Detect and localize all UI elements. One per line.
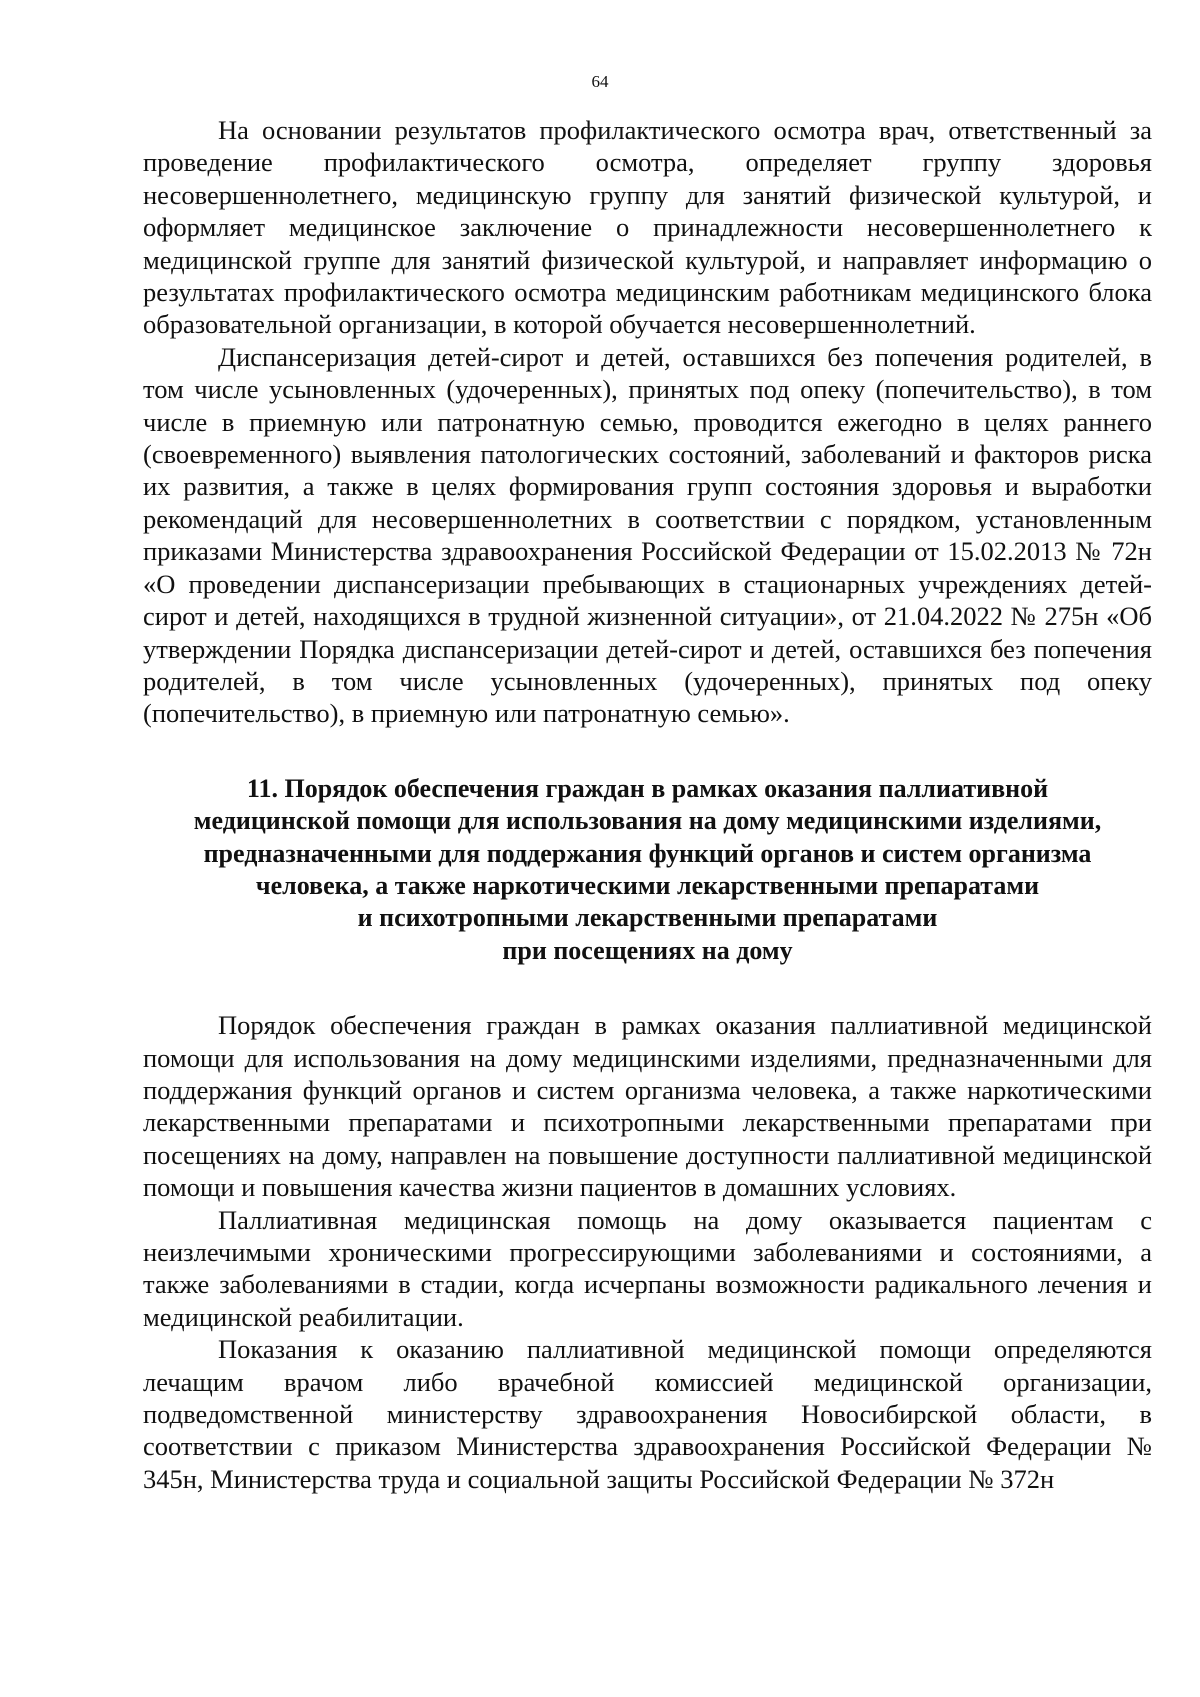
- paragraph-orphan-dispensary: Диспансеризация детей-сирот и детей, оставшихся без попечения родителей, в том числе усыновленных (удочеренных), принятых под опеку (попечительство), в том числе в приемную или патронатную семью, проводится ежегодно в целях раннего (своевременного) выявления патологических состояний, заболеваний и факторов риска их развития, а также в целях формирования групп состояния здоровья и выработки рекомендаций для несовершеннолетних в соответствии с порядком, установленным приказами Министерства здравоохранения Российской Федерации от 15.02.2013 № 72н «О проведении диспансеризации пребывающих в стационарных учреждениях детей-сирот и детей, находящихся в трудной жизненной ситуации», от 21.04.2022 № 275н «Об утверждении Порядка диспансеризации детей-сирот и детей, оставшихся без попечения родителей, в том числе усыновленных (удочеренных), принятых под опеку (попечительство), в приемную или патронатную семью».: [143, 341, 1152, 729]
- heading-line: и психотропными лекарственными препаратами: [357, 903, 938, 933]
- heading-line: 11. Порядок обеспечения граждан в рамках оказания паллиативной: [246, 773, 1049, 803]
- paragraph-provision-procedure: Порядок обеспечения граждан в рамках оказания паллиативной медицинской помощи для использования на дому медицинскими изделиями, предназначенными для поддержания функций органов и систем организма человека, а также наркотическими лекарственными препаратами и психотропными лекарственными препаратами при посещениях на дому, направлен на повышение доступности паллиативной медицинской помощи и повышения качества жизни пациентов в домашних условиях.: [143, 1010, 1152, 1203]
- paragraph-home-palliative-care: Паллиативная медицинская помощь на дому оказывается пациентам с неизлечимыми хроническими прогрессирующими заболеваниями и состояниями, а также заболеваниями в стадии, когда исчерпаны возможности радикального лечения и медицинской реабилитации.: [143, 1204, 1152, 1332]
- heading-line: предназначенными для поддержания функций органов и систем организма: [203, 838, 1092, 868]
- document-body: [143, 114, 1152, 1495]
- heading-line: медицинской помощи для использования на дому медицинскими изделиями,: [193, 806, 1102, 836]
- paragraph-indications: Показания к оказанию паллиативной медицинской помощи определяются лечащим врачом либо врачебной комиссией медицинской организации, подведомственной министерству здравоохранения Новосибирской области, в соответствии с приказом Министерства здравоохранения Российской Федерации № 345н, Министерства труда и социальной защиты Российской Федерации № 372н: [143, 1334, 1152, 1494]
- heading-line: человека, а также наркотическими лекарственными препаратами: [255, 870, 1040, 900]
- heading-line: при посещениях на дому: [502, 935, 793, 965]
- page-number: 64: [591, 72, 609, 91]
- paragraph-preventive-exam-conclusion: На основании результатов профилактического осмотра врач, ответственный за проведение профилактического осмотра, определяет группу здоровья несовершеннолетнего, медицинскую группу для занятий физической культурой, и оформляет медицинское заключение о принадлежности несовершеннолетнего к медицинской группе для занятий физической культурой, и направляет информацию о результатах профилактического осмотра медицинским работникам медицинского блока образовательной организации, в которой обучается несовершеннолетний.: [143, 115, 1152, 340]
- section-heading: [143, 773, 1152, 967]
